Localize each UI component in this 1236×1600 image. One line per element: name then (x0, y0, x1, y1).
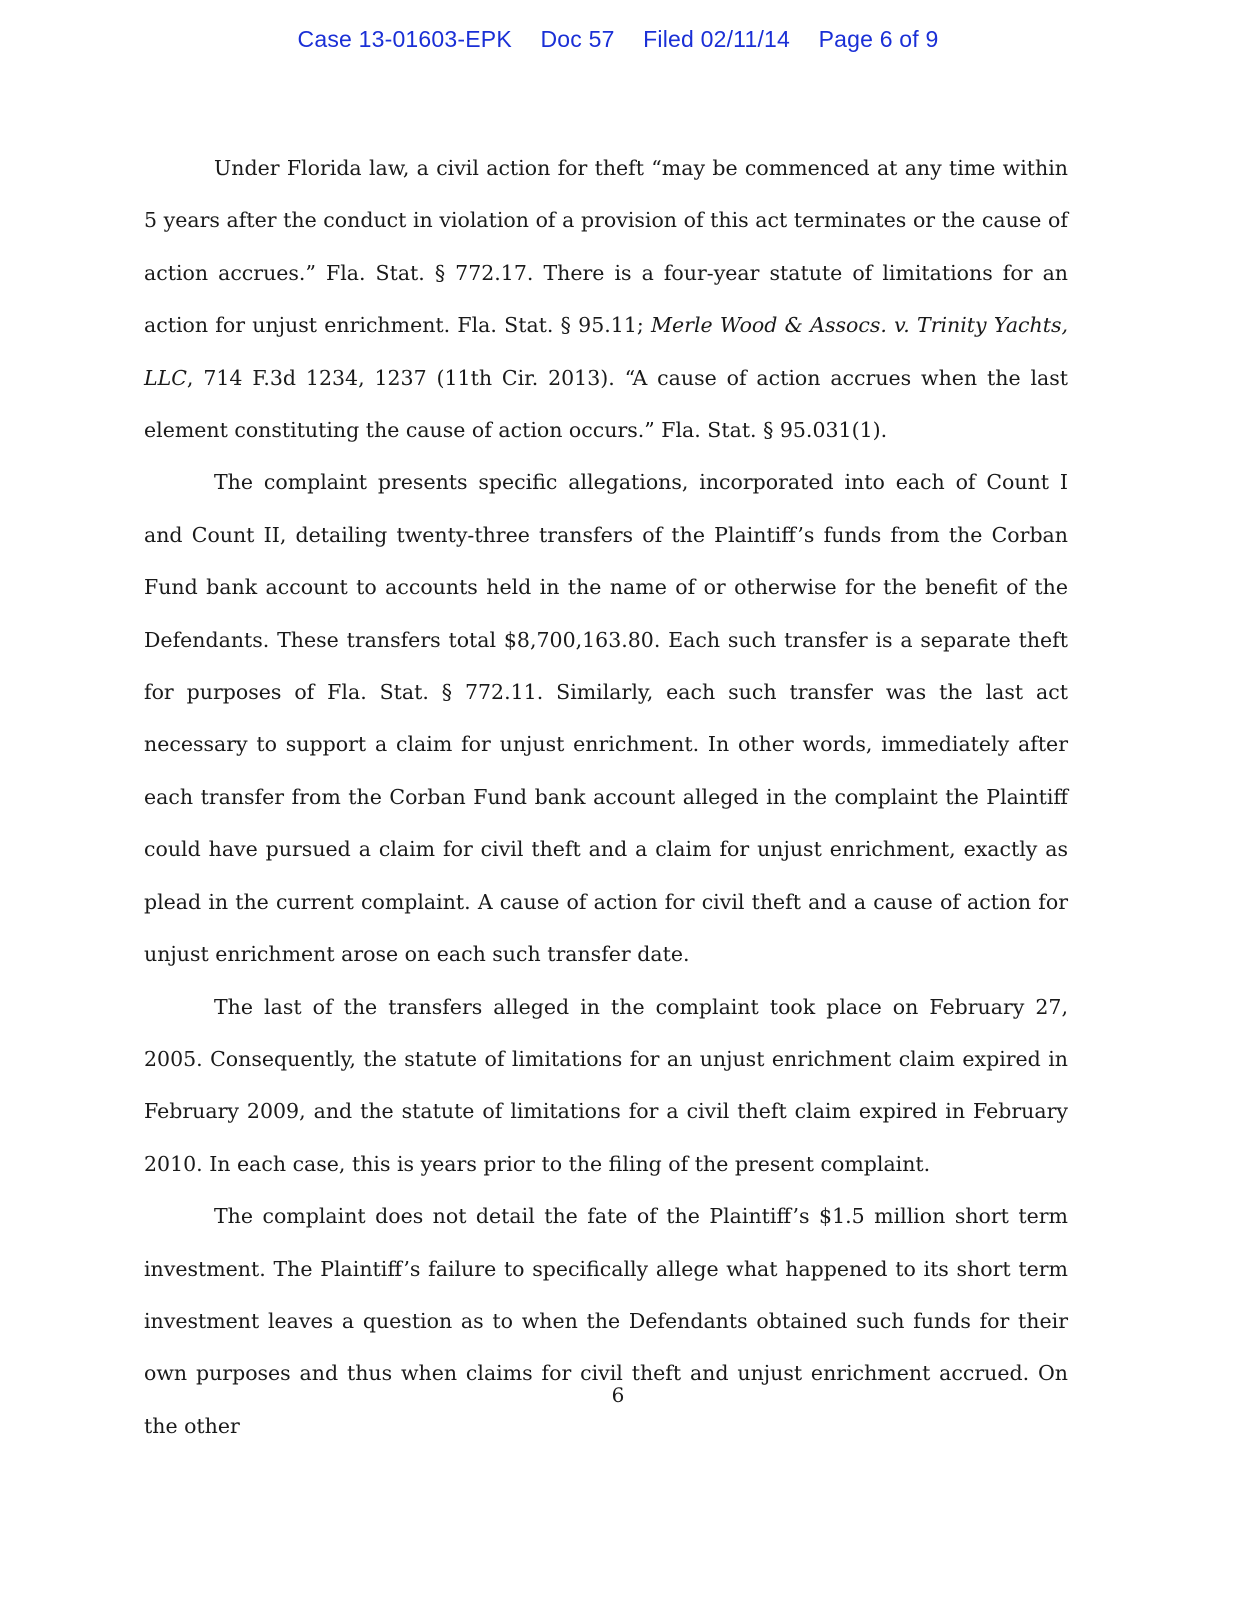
paragraph-statute-of-limitations (144, 142, 1068, 456)
court-filing-header (0, 26, 1236, 53)
page-number: 6 (611, 1383, 625, 1407)
case-number: Case 13-01603-EPK (297, 26, 512, 52)
paragraph-transfers: The complaint presents specific allegations, incorporated into each of Count I and Count II, detailing twenty-three transfers of the Plaintiff’s funds from the Corban Fund bank account to accounts held in the name of or otherwise for the benefit of the Defendants. These transfers total $8,700,163.80. Each such transfer is a separate theft for purposes of Fla. Stat. § 772.11. Similarly, each such transfer was the last act necessary to support a claim for unjust enrichment. In other words, immediately after each transfer from the Corban Fund bank account alleged in the complaint the Plaintiff could have pursued a claim for civil theft and a claim for unjust enrichment, exactly as plead in the current complaint. A cause of action for civil theft and a cause of action for unjust enrichment arose on each such transfer date. (144, 470, 1068, 967)
filed-date: Filed 02/11/14 (643, 26, 791, 52)
paragraph-short-term-investment: The complaint does not detail the fate of the Plaintiff’s $1.5 million short term investment. The Plaintiff’s failure to specifically allege what happened to its short term investment leaves a question as to when the Defendants obtained such funds for their own purposes and thus when claims for civil theft and unjust enrichment accrued. On the other (144, 1204, 1068, 1438)
case-citation: Merle Wood & Assocs. v. Trinity Yachts, LLC (144, 313, 1069, 390)
page-indicator: Page 6 of 9 (818, 26, 939, 52)
document-number: Doc 57 (540, 26, 615, 52)
paragraph-text: , 714 F.3d 1234, 1237 (11th Cir. 2013). “A cause of action accrues when the last element constituting the cause of action occurs.” Fla. Stat. § 95.031(1). (144, 365, 1068, 443)
paragraph-last-transfer: The last of the transfers alleged in the complaint took place on February 27, 2005. Consequently, the statute of limitations for an unjust enrichment claim expired in February 2009, and the statute of limitations for a civil theft claim expired in February 2010. In each case, this is years prior to the filing of the present complaint. (144, 994, 1068, 1176)
paragraph-text: Under Florida law, a civil action for theft “may be commenced at any time within 5 years after the conduct in violation of a provision of this act terminates or the cause of action accrues.” Fla. Stat. § 772.17. There is a four-year statute of limitations for an action for unjust enrichment. Fla. Stat. § 95.11; (144, 156, 1068, 338)
document-body (144, 142, 1068, 1452)
